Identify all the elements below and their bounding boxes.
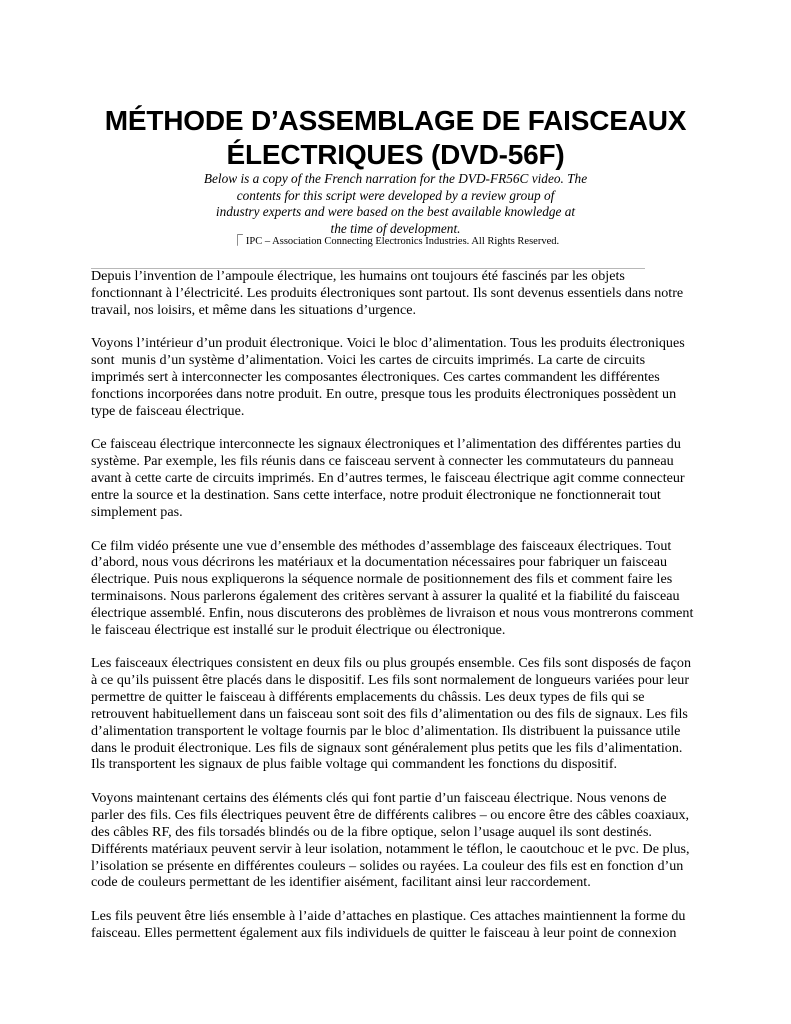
text-line: imprimés sert à interconnecter les composantes électroniques. Ces cartes commandent les différentes (91, 369, 660, 386)
text-line: Ils transportent les signaux de plus faible voltage qui commandent les fonctions du dispositif. (91, 756, 618, 773)
text-line: Depuis l’invention de l’ampoule électrique, les humains ont toujours été fascinés par les objets (91, 268, 625, 284)
copyright-notice (0, 234, 791, 249)
text-line: avant à cette carte de circuits imprimés. En d’autres termes, le faisceau électrique agit comme connecteur (91, 470, 685, 487)
title-line: MÉTHODE D’ASSEMBLAGE DE FAISCEAUX (104, 105, 687, 136)
paragraph (91, 655, 711, 773)
text-line: Différents matériaux peuvent servir à leur isolation, notamment le téflon, le caoutchouc et le pvc. De plus, (91, 840, 690, 857)
text-line: retrouvent habituellement dans un faisceau sont soit des fils d’alimentation ou des fils de signaux. Les fils (91, 705, 688, 722)
intro-line: contents for this script were developed by a review group of (236, 187, 555, 203)
text-line: des câbles RF, des fils torsadés blindés ou de la fibre optique, selon l’usage auquel ils sont destinés. (91, 823, 652, 840)
text-line: faisceau. Elles permettent également aux fils individuels de quitter le faisceau à leur point de connexion (91, 924, 677, 941)
paragraph (91, 908, 711, 942)
text-line: permettre de quitter le faisceau à différents emplacements du châssis. Les deux types de fils qui se (91, 689, 645, 706)
text-line: d’alimentation transportent le voltage fournis par le bloc d’alimentation. Ils distribuent la puissance utile (91, 722, 681, 739)
paragraph (91, 790, 711, 891)
text-line: simplement pas. (91, 503, 183, 520)
text-line: Les faisceaux électriques consistent en deux fils ou plus groupés ensemble. Ces fils sont disposés de façon (91, 655, 692, 672)
text-line: Voyons l’intérieur d’un produit électronique. Voici le bloc d’alimentation. Tous les produits électroniques (91, 335, 685, 352)
copyright-text: IPC – Association Connecting Electronics Industries. All Rights Reserved. (245, 236, 560, 247)
text-line: l’isolation se présente en différentes couleurs – solides ou rayées. La couleur des fils est en fonction d’un (91, 857, 684, 874)
text-line: à ce qu’ils puissent être placés dans le dispositif. Les fils sont normalement de longueurs variées pour leur (91, 672, 690, 689)
intro-line: Below is a copy of the French narration for the DVD-FR56C video. The (203, 171, 588, 186)
text-line: Ce faisceau électrique interconnecte les signaux électroniques et l’alimentation des différentes parties du (91, 436, 681, 453)
intro-line: industry experts and were based on the best available knowledge at (215, 204, 576, 219)
text-line: système. Par exemple, les fils réunis dans ce faisceau servent à connecter les commutateurs du panneau (91, 453, 674, 470)
text-line: d’abord, nous vous décrirons les matériaux et la documentation nécessaires pour fabriquer un faisceau (91, 554, 668, 571)
body-text (91, 268, 711, 959)
text-line: travail, nos loisirs, et même dans les situations d’urgence. (91, 301, 417, 318)
text-line: fonctionnant à l’électricité. Les produits électroniques sont partout. Ils sont devenus essentiels dans notre (91, 284, 684, 301)
intro-line: the time of development. (330, 220, 461, 236)
text-line: électrique. Puis nous expliquerons la séquence normale de positionnement des fils et comment faire les (91, 571, 673, 588)
text-line: dans le produit électronique. Les fils de signaux sont généralement plus petits que les fils d’alimentation. (91, 739, 683, 756)
paragraph (91, 268, 711, 319)
text-line: électrique assemblé. Enfin, nous discuterons des problèmes de livraison et nous vous montrerons comment (91, 604, 694, 621)
paragraph (91, 538, 711, 639)
paragraph (91, 335, 711, 419)
text-line: le faisceau électrique est installé sur le produit électrique ou électronique. (91, 621, 506, 638)
copyright-mark-icon: ⎾ (231, 235, 243, 247)
text-line: terminaisons. Nous parlerons également des critères servant à assurer la qualité et la fiabilité du faisceau (91, 588, 680, 605)
document-title (0, 104, 791, 172)
text-line: type de faisceau électrique. (91, 402, 245, 419)
text-line: Voyons maintenant certains des éléments clés qui font partie d’un faisceau électrique. Nous venons de (91, 790, 667, 807)
text-line: Les fils peuvent être liés ensemble à l’aide d’attaches en plastique. Ces attaches maintiennent la forme du (91, 908, 686, 925)
paragraph (91, 436, 711, 520)
text-line: parler des fils. Ces fils électriques peuvent être de différents calibres – ou encore être des câbles coaxiaux, (91, 807, 690, 823)
title-line: ÉLECTRIQUES (DVD-56F) (226, 139, 565, 170)
text-line: Ce film vidéo présente une vue d’ensemble des méthodes d’assemblage des faisceaux électriques. Tout (91, 537, 672, 554)
text-line: code de couleurs permettant de les identifier aisément, facilitant ainsi leur raccordement. (91, 874, 591, 891)
text-line: fonctions incorporées dans notre produit. En outre, presque tous les produits électroniques possèdent un (91, 385, 677, 402)
text-line: entre la source et la destination. Sans cette interface, notre produit électronique ne fonctionnerait tout (91, 486, 661, 503)
intro-note (0, 171, 791, 237)
text-line: sont munis d’un système d’alimentation. Voici les cartes de circuits imprimés. La carte de circuits (91, 352, 646, 369)
